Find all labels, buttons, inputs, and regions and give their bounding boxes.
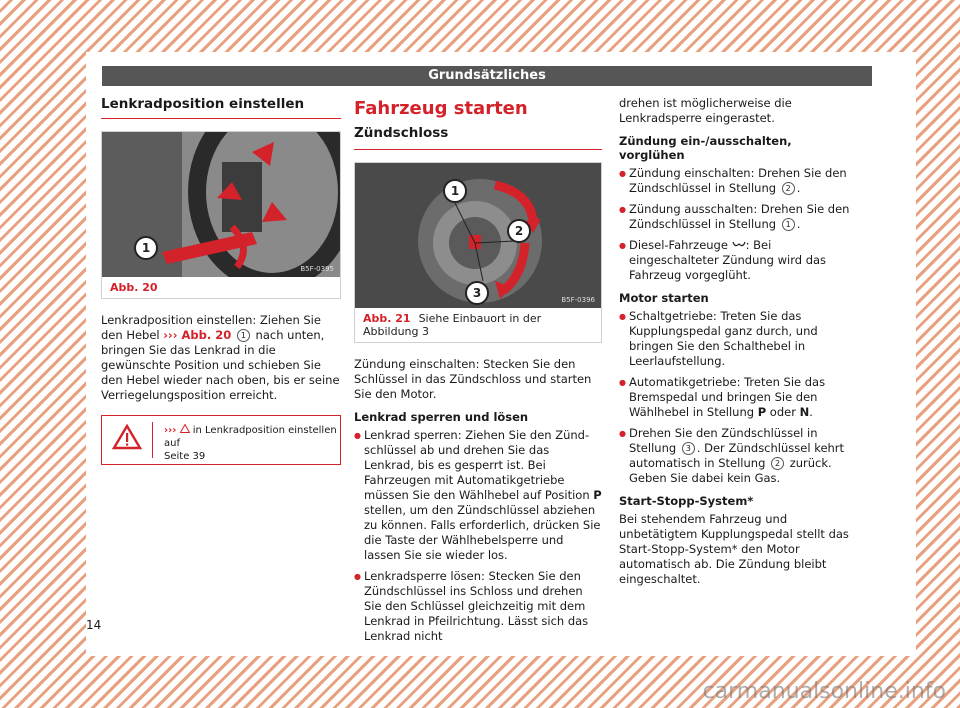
page-header: Grundsätzliches — [102, 66, 872, 86]
figure-caption — [102, 277, 340, 298]
bullet-item: ● Drehen Sie den Zündschlüssel in Stellung 3 . Der Zündschlüssel kehrt automatisch in Stellung 2 zurück. Geben Sie dabei kein Gas. — [619, 426, 859, 486]
paragraph: Bei stehendem Fahrzeug und unbetätigtem Kupplungspedal stellt das Start-Stopp-System* den Motor automatisch ab. Die Zündung bleibt eingeschaltet. — [619, 512, 849, 586]
callout-1: 1 — [134, 236, 158, 260]
bullet-item: ● Schaltgetriebe: Treten Sie das Kupplungspedal ganz durch, und bringen Sie den Schalthebel in Leerlaufstellung. — [619, 309, 859, 369]
figure-21 — [354, 162, 602, 343]
paragraph: drehen ist möglicherweise die Lenkradsperre eingerastet. — [619, 96, 792, 125]
callout-1: 1 — [443, 179, 467, 203]
position-number: 2 — [771, 457, 784, 470]
bullet-item: ● Zündung einschalten: Drehen Sie den Zündschlüssel in Stellung 2 . — [619, 166, 859, 196]
subheading: Lenkrad sperren und lösen — [354, 410, 529, 424]
position-number: 1 — [237, 329, 250, 342]
small-warning-icon — [180, 424, 190, 433]
figure-20 — [101, 131, 341, 299]
warning-text[interactable]: ››› in Lenkradposition einstellen auf Seite 39 — [164, 425, 337, 462]
watermark: carmanualsonline.info — [702, 679, 946, 704]
position-number: 3 — [682, 442, 695, 455]
warning-divider — [152, 422, 153, 458]
warning-box — [101, 415, 341, 465]
bullet-item: ● Diesel-Fahrzeuge : Bei eingeschalteter Zündung wird das Fahrzeug vorgeglüht. — [619, 238, 859, 283]
callout-2: 2 — [507, 219, 531, 243]
position-number: 2 — [782, 182, 795, 195]
column-middle — [354, 96, 602, 650]
paragraph: Zündung einschalten: Stecken Sie den Schlüssel in das Zündschloss und starten Sie den Motor. — [354, 357, 592, 401]
column-right — [619, 96, 859, 595]
section-title: Zündschloss — [354, 125, 602, 150]
steering-wheel-image — [102, 132, 340, 277]
position-number: 1 — [782, 218, 795, 231]
figure-code: B5F-0396 — [561, 296, 595, 304]
subheading: Zündung ein-/ausschalten, vorglühen — [619, 134, 792, 162]
figure-caption: Abb. 21 Siehe Einbauort in der Abbildung 3 — [363, 312, 542, 338]
subheading: Motor starten — [619, 291, 709, 305]
figure-link[interactable]: ››› Abb. 20 — [163, 328, 232, 342]
subheading: Start-Stopp-System* — [619, 494, 754, 508]
bullet-item: ● Automatikgetriebe: Treten Sie das Bremspedal und bringen Sie den Wählhebel in Stellung P oder N. — [619, 375, 859, 420]
column-left — [101, 96, 341, 465]
section-title: Lenkradposition einstellen — [101, 96, 341, 119]
chapter-title: Fahrzeug starten — [354, 98, 528, 119]
bullet-item: ● Lenkrad sperren: Ziehen Sie den Zündschlüssel ab und drehen Sie das Lenkrad, bis es gesperrt ist. Bei Fahrzeugen mit Automatikgetriebe müssen Sie den Wählhebel auf Position P stellen, um den Zündschlüssel abziehen zu können. Falls erforderlich, drücken Sie die Taste der Wählhebelsperre und lassen Sie sie wieder los. — [354, 428, 602, 563]
bullet-item: ● Lenkradsperre lösen: Stecken Sie den Zündschlüssel ins Schloss und drehen Sie den Schlüssel gleichzeitig mit dem Lenkrad in Pfeilrichtung. Lässt sich das Lenkrad nicht — [354, 569, 602, 644]
glow-plug-icon — [732, 240, 746, 249]
manual-page — [86, 52, 916, 656]
page-number: 14 — [86, 618, 102, 632]
ignition-lock-image — [355, 163, 601, 308]
figure-label: Abb. 20 — [110, 281, 158, 294]
figure-label: Abb. 21 — [363, 312, 411, 325]
bullet-item: ● Zündung ausschalten: Drehen Sie den Zündschlüssel in Stellung 1 . — [619, 202, 859, 232]
warning-triangle-icon — [112, 424, 142, 450]
instruction-paragraph: Lenkradposition einstellen: Ziehen Sie den Hebel ››› Abb. 20 1 nach unten, bringen Sie das Lenkrad in die gewünschte Position und schieben Sie den Hebel wieder nach oben, bis er seine Verriegelungsposition erreicht. — [101, 313, 340, 402]
figure-code: B5F-0395 — [300, 265, 334, 273]
callout-3: 3 — [465, 281, 489, 305]
